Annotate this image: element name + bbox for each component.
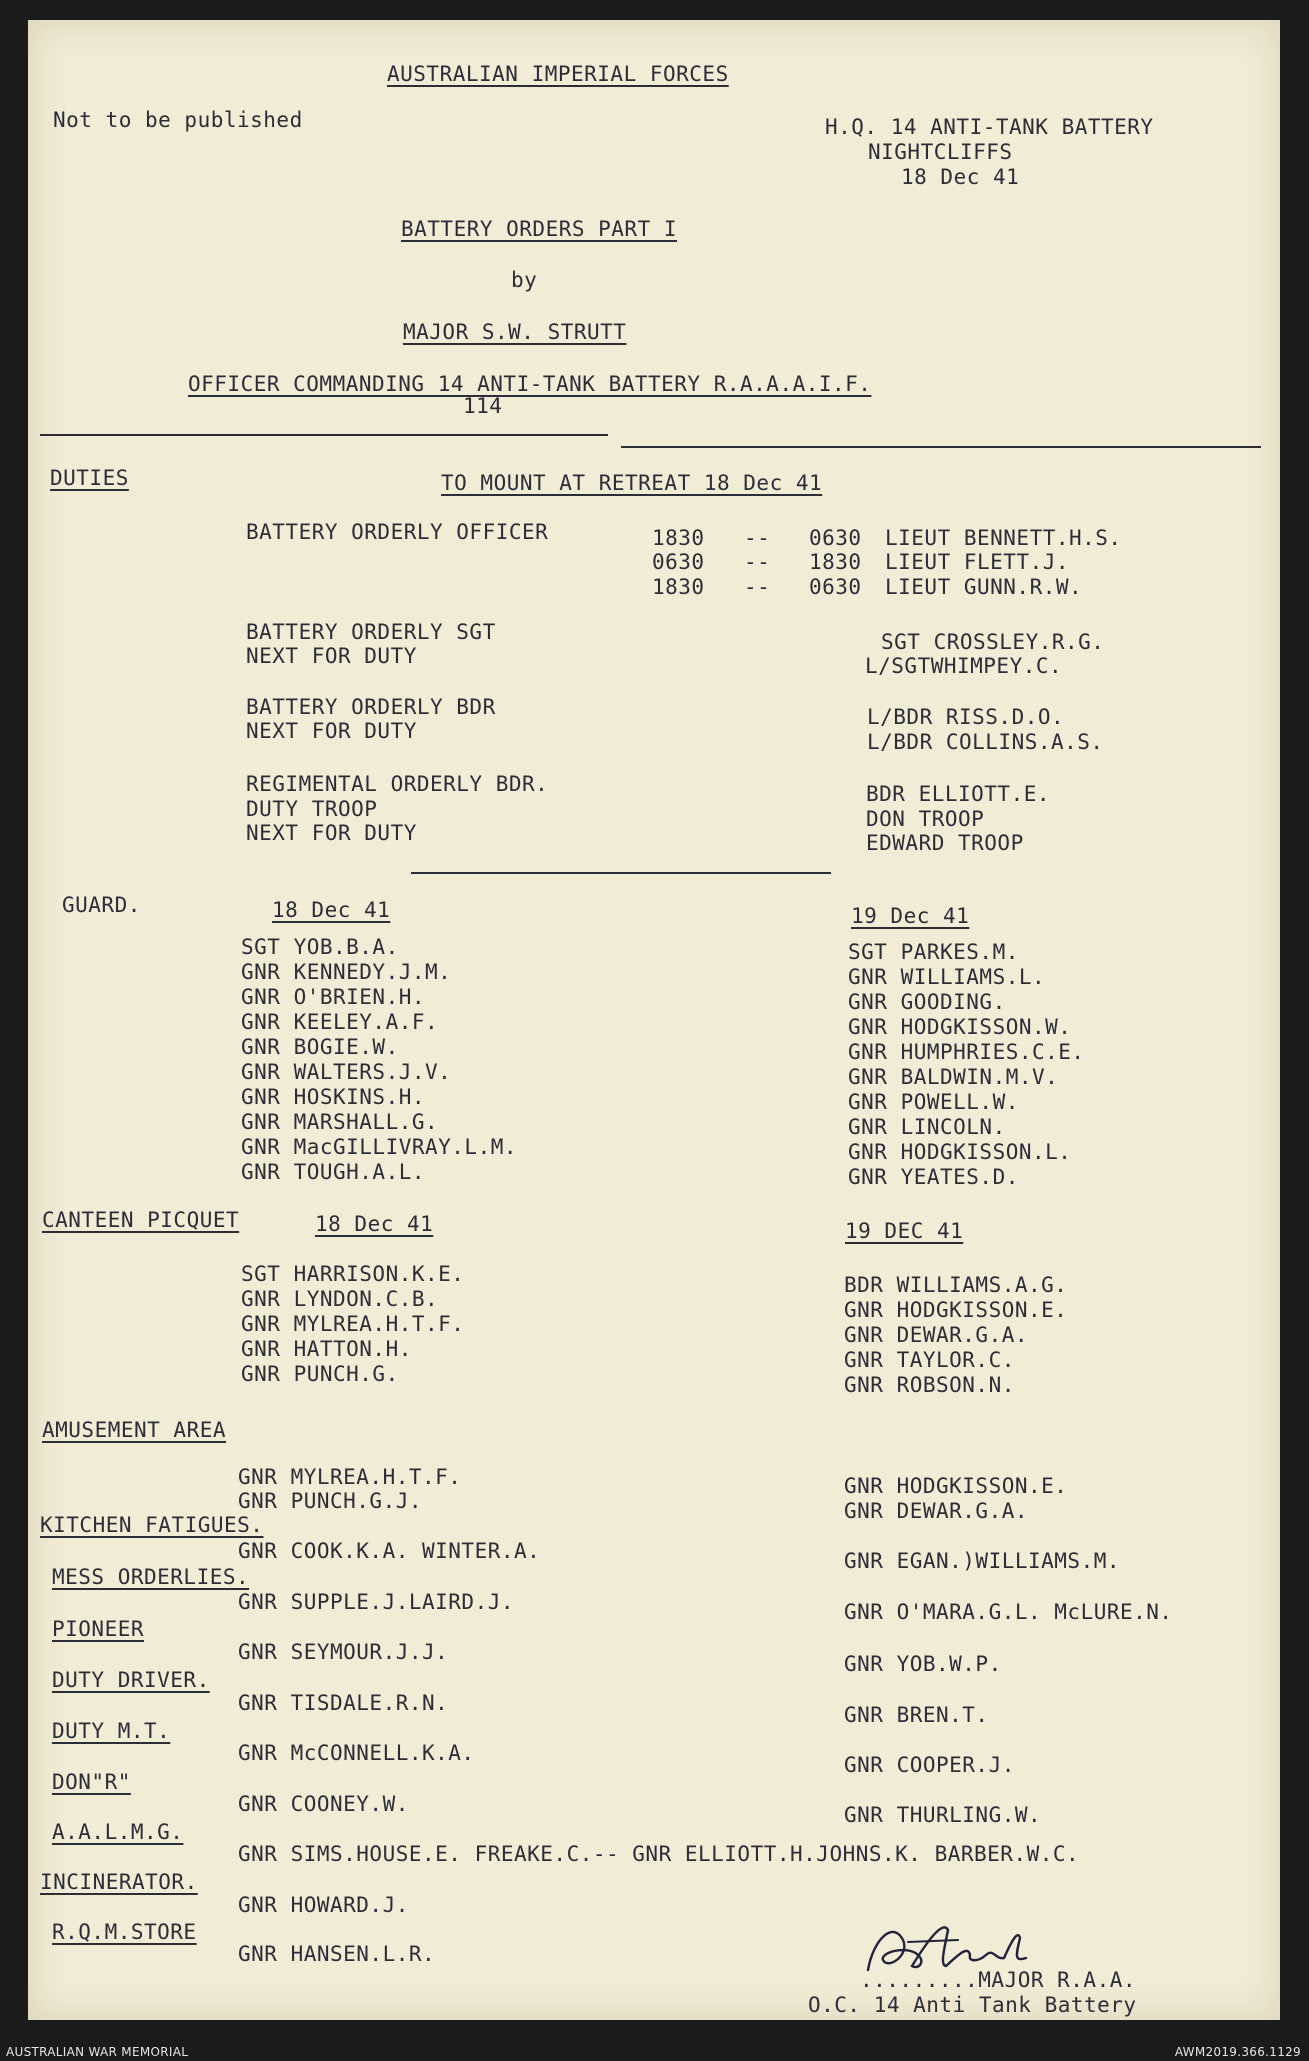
order-number: 114 [463,394,503,418]
kitchen-right: GNR EGAN.)WILLIAMS.M. [844,1549,1121,1573]
document-title: AUSTRALIAN IMPERIAL FORCES [387,62,729,86]
list-item: SGT YOB.B.A. [241,935,399,959]
list-item: GNR BOGIE.W. [241,1035,399,1059]
duties-heading: DUTIES [50,466,129,490]
shift-to: 0630 [809,575,862,599]
list-item: BDR WILLIAMS.A.G. [844,1273,1068,1297]
list-item: GNR HOSKINS.H. [241,1085,426,1109]
guard-date-right: 19 Dec 41 [851,904,970,928]
divider [621,446,1261,448]
list-item: GNR MYLREA.H.T.F. [241,1312,465,1336]
shift-from: 0630 [652,550,705,574]
list-item: GNR TOUGH.A.L. [241,1160,426,1184]
document-page [28,20,1280,2020]
pioneer-right: GNR YOB.W.P. [844,1652,1002,1676]
list-item: GNR HODGKISSON.W. [848,1015,1072,1039]
list-item: GNR HATTON.H. [241,1337,412,1361]
officer-name: LIEUT FLETT.J. [885,550,1070,574]
list-item: GNR YEATES.D. [848,1165,1019,1189]
aalmg-line: GNR SIMS.HOUSE.E. FREAKE.C.-- GNR ELLIOTT.H.JOHNS.K. BARBER.W.C. [238,1842,1080,1866]
divider [40,434,608,436]
signature-title: O.C. 14 Anti Tank Battery [808,1993,1137,2017]
incinerator-heading: INCINERATOR. [40,1870,198,1894]
next-bdr-name: L/BDR COLLINS.A.S. [867,730,1104,754]
incinerator-line: GNR HOWARD.J. [238,1893,409,1917]
mt-heading: DUTY M.T. [52,1719,171,1743]
next-sgt-name: L/SGTWHIMPEY.C. [865,654,1063,678]
canteen-heading: CANTEEN PICQUET [42,1208,240,1232]
list-item: GNR HUMPHRIES.C.E. [848,1040,1085,1064]
unit-name: H.Q. 14 ANTI-TANK BATTERY [825,115,1154,139]
amusement-left-2: GNR PUNCH.G.J. [238,1489,423,1513]
location: NIGHTCLIFFS [868,140,1013,164]
don-r-left: GNR COONEY.W. [238,1792,409,1816]
list-item: GNR WALTERS.J.V. [241,1060,452,1084]
driver-right: GNR BREN.T. [844,1703,989,1727]
orderly-bdr-label: BATTERY ORDERLY BDR [246,695,496,719]
list-item: GNR PUNCH.G. [241,1362,399,1386]
list-item: GNR LINCOLN. [848,1115,1006,1139]
orders-title: BATTERY ORDERS PART I [401,217,678,241]
driver-heading: DUTY DRIVER. [52,1668,210,1692]
list-item: GNR BALDWIN.M.V. [848,1065,1059,1089]
amusement-right-2: GNR DEWAR.G.A. [844,1499,1029,1523]
list-item: GNR DEWAR.G.A. [844,1323,1029,1347]
list-item: GNR ROBSON.N. [844,1373,1015,1397]
kitchen-left: GNR COOK.K.A. WINTER.A. [238,1539,541,1563]
kitchen-heading: KITCHEN FATIGUES. [40,1513,264,1537]
next-troop-name: EDWARD TROOP [866,831,1024,855]
pioneer-heading: PIONEER [52,1617,145,1641]
next-for-duty-label: NEXT FOR DUTY [246,644,417,668]
list-item: GNR WILLIAMS.L. [848,965,1046,989]
mount-heading: TO MOUNT AT RETREAT 18 Dec 41 [441,471,823,495]
shift-to: 1830 [809,550,862,574]
shift-separator: -- [744,550,771,574]
list-item: SGT PARKES.M. [848,940,1019,964]
don-r-heading: DON"R" [52,1770,131,1794]
duty-troop-name: DON TROOP [866,807,985,831]
orderly-sgt-label: BATTERY ORDERLY SGT [246,620,496,644]
don-r-right: GNR THURLING.W. [844,1803,1042,1827]
rqm-heading: R.Q.M.STORE [52,1920,197,1944]
mess-left: GNR SUPPLE.J.LAIRD.J. [238,1590,515,1614]
list-item: SGT HARRISON.K.E. [241,1262,465,1286]
aalmg-heading: A.A.L.M.G. [52,1820,184,1844]
shift-separator: -- [744,575,771,599]
shift-from: 1830 [652,526,705,550]
orderly-sgt-name: SGT CROSSLEY.R.G. [881,630,1105,654]
list-item: GNR KENNEDY.J.M. [241,960,452,984]
mess-heading: MESS ORDERLIES. [52,1565,250,1589]
orderly-officer-label: BATTERY ORDERLY OFFICER [246,520,549,544]
footer-archive-name: AUSTRALIAN WAR MEMORIAL [6,2045,189,2059]
list-item: GNR TAYLOR.C. [844,1348,1015,1372]
guard-heading: GUARD. [62,893,141,917]
canteen-date-right: 19 DEC 41 [845,1219,964,1243]
guard-date-left: 18 Dec 41 [272,898,391,922]
rqm-line: GNR HANSEN.L.R. [238,1942,436,1966]
list-item: GNR HODGKISSON.L. [848,1140,1072,1164]
list-item: GNR POWELL.W. [848,1090,1019,1114]
regimental-orderly-label: REGIMENTAL ORDERLY BDR. [246,772,549,796]
officer-name: LIEUT BENNETT.H.S. [885,526,1122,550]
amusement-heading: AMUSEMENT AREA [42,1418,227,1442]
list-item: GNR KEELEY.A.F. [241,1010,439,1034]
divider [411,872,831,874]
list-item: GNR MARSHALL.G. [241,1110,439,1134]
by-text: by [511,268,538,292]
header-date: 18 Dec 41 [901,165,1020,189]
mt-left: GNR McCONNELL.K.A. [238,1741,475,1765]
amusement-right-1: GNR HODGKISSON.E. [844,1474,1068,1498]
signature-rank: .........MAJOR R.A.A. [860,1968,1137,1992]
list-item: GNR HODGKISSON.E. [844,1298,1068,1322]
shift-from: 1830 [652,575,705,599]
next-for-duty-label: NEXT FOR DUTY [246,821,417,845]
not-published-notice: Not to be published [53,108,303,132]
list-item: GNR GOODING. [848,990,1006,1014]
amusement-left-1: GNR MYLREA.H.T.F. [238,1465,462,1489]
regimental-orderly-name: BDR ELLIOTT.E. [866,782,1051,806]
commander-title: OFFICER COMMANDING 14 ANTI-TANK BATTERY R.A.A.A.I.F. [188,372,872,396]
commander-name: MAJOR S.W. STRUTT [403,320,627,344]
orderly-bdr-name: L/BDR RISS.D.O. [867,705,1065,729]
shift-separator: -- [744,526,771,550]
footer-reference: AWM2019.366.1129 [1174,2045,1301,2059]
shift-to: 0630 [809,526,862,550]
canteen-date-left: 18 Dec 41 [315,1212,434,1236]
next-for-duty-label: NEXT FOR DUTY [246,719,417,743]
mess-right: GNR O'MARA.G.L. McLURE.N. [844,1600,1173,1624]
pioneer-left: GNR SEYMOUR.J.J. [238,1640,449,1664]
officer-name: LIEUT GUNN.R.W. [885,575,1083,599]
list-item: GNR LYNDON.C.B. [241,1287,439,1311]
list-item: GNR O'BRIEN.H. [241,985,426,1009]
duty-troop-label: DUTY TROOP [246,797,378,821]
driver-left: GNR TISDALE.R.N. [238,1691,449,1715]
list-item: GNR MacGILLIVRAY.L.M. [241,1135,518,1159]
mt-right: GNR COOPER.J. [844,1753,1015,1777]
